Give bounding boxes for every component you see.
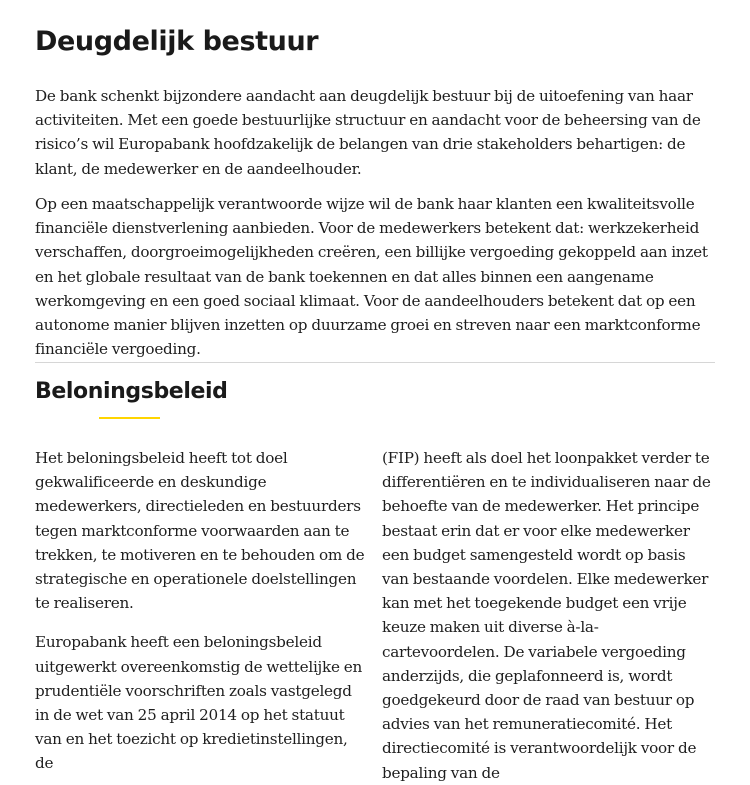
intro-paragraph-1: De bank schenkt bijzondere aandacht aan deugdelijk bestuur bij de uitoefening van haar activiteiten. Met een goede bestuurlijke structuur en aandacht voor de beheersing van de risico’s wil Europabank hoofdzakelijk de belangen van drie stakeholders behartigen: de klant, de medewerker en de aandeelhouder. (35, 87, 701, 178)
page-title: Deugdelijk bestuur (35, 26, 319, 57)
intro-paragraph-2: Op een maatschappelijk verantwoorde wijze wil de bank haar klanten een kwaliteitsvolle financiële dienstverlening aanbieden. Voor de medewerkers betekent dat: werkzekerheid verschaffen, doorgroeimogelijkheden creëren, een billijke vergoeding gekoppeld aan inzet en het globale resultaat van de bank toekennen en dat alles binnen een aangename werkomgeving en een goed sociaal klimaat. Voor de aandeelhouders betekent dat op een autonome manier blijven inzetten op duurzame groei en streven naar een marktconforme financiële vergoeding. (35, 195, 708, 359)
right-column (382, 446, 715, 785)
section-divider (35, 362, 715, 363)
left-column (35, 446, 365, 776)
section-heading: Beloningsbeleid (35, 379, 228, 404)
left-column-paragraph-1: Het beloningsbeleid heeft tot doel gekwalificeerde en deskundige medewerkers, directieleden en bestuurders tegen marktconforme voorwaarden aan te trekken, te motiveren en te behouden om de strategische en operationele doelstellingen te realiseren. (35, 449, 365, 613)
right-column-paragraph: (FIP) heeft als doel het loonpakket verder te differentiëren en te individualiseren naar de behoefte van de medewerker. Het principe bestaat erin dat er voor elke medewerker een budget samengesteld wordt op basis van bestaande voordelen. Elke medewerker kan met het toegekende budget een vrije keuze maken uit diverse à-la-cartevoordelen. De variabele vergoeding anderzijds, die geplafonneerd is, wordt goedgekeurd door de raad van bestuur op advies van het remuneratiecomité. Het directiecomité is verantwoordelijk voor de bepaling van de (382, 449, 711, 782)
left-column-paragraph-2: Europabank heeft een beloningsbeleid uitgewerkt overeenkomstig de wettelijke en prudentiële voorschriften zoals vastgelegd in de wet van 25 april 2014 op het statuut van en het toezicht op kredietinstellingen, de (35, 633, 363, 773)
heading-accent-underline (99, 417, 160, 419)
